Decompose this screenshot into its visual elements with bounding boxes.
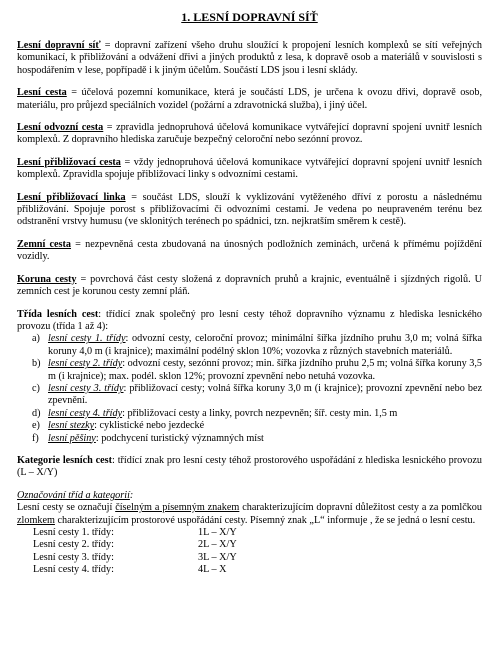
table-cell-code: 4L – X	[198, 564, 227, 576]
list-marker: a)	[32, 333, 40, 345]
definition-paragraph	[17, 122, 482, 147]
definition-text: = dopravní zařízení všeho druhu sloužící k propojení lesních komplexů se sítí veřejných komunikací, k přibližování a odvážení dřivi a jiných produktů z lesa, k dopravě osob a materiálů v souvislosti s hospodářením v lese, popřípadě i k jiným účelům. Součástí LDS jsou i lesní sklády.	[17, 40, 483, 76]
classes-intro-text: : třídící znak společný pro lesní cesty téhož dopravního významu z hlediska lesnického provozu (třída 1 až 4):	[17, 308, 482, 332]
class-label: lesní stezky	[48, 420, 95, 432]
marking-heading-text: Označování tříd a kategorií	[17, 489, 130, 501]
class-text: : podchycení turistický významných míst	[95, 432, 264, 444]
table-cell-label: Lesní cesty 2. třídy:	[33, 539, 114, 551]
table-cell-code: 3L – X/Y	[198, 551, 237, 563]
definition-paragraph	[17, 40, 482, 77]
list-item	[17, 383, 482, 408]
category-paragraph	[17, 455, 482, 480]
definition-term: Koruna cesty	[17, 273, 77, 285]
table-cell-label: Lesní cesty 3. třídy:	[33, 551, 114, 563]
marking-text: Lesní cesty se označují	[17, 502, 116, 514]
class-label: lesní cesty 3. třídy	[48, 382, 124, 394]
table-cell-label: Lesní cesty 1. třídy:	[33, 527, 114, 538]
marking-underlined: číselným a písemným znakem	[115, 502, 240, 514]
class-text: : odvozní cesty, sezónní provoz; min. šířka jízdního pruhu 2,5 m; volná šířka koruny 3,5 m (i krajnice); max. podél. sklon 12%; provozní zpevnění nebo netuhá vozovka.	[48, 358, 482, 382]
classes-intro	[17, 309, 482, 334]
table-row	[33, 527, 237, 539]
list-marker: b)	[32, 358, 41, 370]
marking-text: charakterizujícím dopravní důležitost cesty a za pomlčkou	[239, 502, 482, 514]
list-marker: f)	[32, 432, 39, 444]
definition-text: = součást LDS, slouží k vyklizování vytěženého dříví z porostu a následnému přibližování. Spojuje porost s přibližovacími či odvozními cestami. Je vedena po neupraveném terénu bez odstranění vrstvy humusu (ve sklonitých terénech po spádnici, tzn. nejkratším směrem k cestě).	[17, 191, 482, 228]
definitions	[17, 40, 482, 299]
table-cell-label: Lesní cesty 4. třídy:	[33, 564, 114, 576]
marking-text: charakterizujícím prostorové uspořádání cesty. Písemný znak „L“ informuje , že se jedná o lesní cestu.	[54, 514, 476, 526]
definition-term: Lesní přibližovací cesta	[17, 156, 121, 168]
table-row	[33, 539, 237, 551]
class-text: : odvozní cesty, celoroční provoz; minimální šířka jízdního pruhu 3,0 m; volná šířka koruny 4,0 m (i krajnice); maximální podélný sklon 10%; vozovka z různých stavebních materiálů.	[48, 333, 482, 357]
classes-list	[17, 333, 482, 445]
class-label: lesní cesty 2. třídy	[48, 358, 123, 370]
category-text: : třídící znak pro lesní cesty téhož prostorového uspořádání z hlediska lesnického provozu (L – X/Y)	[17, 454, 482, 479]
definition-term: Zemní cesta	[17, 238, 71, 250]
list-item	[17, 333, 482, 358]
definition-text: = zpravidla jednopruhová účelová komunikace vytvářející dopravní spojení uvnitř lesních komplexů. Z dopravního hlediska zaručuje bezpečný celoroční nebo sezónní provoz.	[17, 122, 482, 146]
marking-heading-colon: :	[129, 489, 134, 501]
definition-paragraph	[17, 239, 482, 264]
list-marker: c)	[32, 382, 40, 394]
table-cell-code: 2L – X/Y	[198, 539, 237, 551]
table-row	[33, 552, 237, 564]
definition-term: Lesní cesta	[17, 87, 67, 99]
class-text: : cyklistické nebo jezdecké	[94, 420, 205, 432]
list-item	[17, 408, 482, 420]
definition-term: Lesní odvozní cesta	[17, 122, 104, 134]
list-marker: d)	[32, 407, 41, 419]
class-code-table	[33, 527, 237, 577]
list-item	[17, 420, 482, 432]
definition-term: Lesní přibližovací linka	[17, 191, 126, 203]
definition-paragraph	[17, 274, 482, 299]
definition-paragraph	[17, 87, 482, 112]
definition-text: = nezpevněná cesta zbudovaná na únosných podložních zeminách, určená k přímému pojíždění vozidly.	[17, 238, 482, 263]
list-item	[17, 433, 482, 445]
category-term: Kategorie lesních cest	[17, 454, 113, 466]
marking-underlined: zlomkem	[17, 514, 55, 526]
marking-paragraph	[17, 502, 482, 527]
definition-paragraph	[17, 192, 482, 229]
definition-paragraph	[17, 157, 482, 182]
class-text: : přibližovací cesty a linky, povrch nezpevněn; šíř. cesty min. 1,5 m	[122, 407, 398, 419]
list-marker: e)	[32, 420, 40, 432]
marking-heading	[17, 490, 482, 502]
class-label: lesní cesty 4. třídy	[48, 407, 123, 419]
definition-term: Lesní dopravní síť	[17, 40, 101, 51]
class-label: lesní pěšiny	[48, 432, 96, 444]
page-title: 1. LESNÍ DOPRAVNÍ SÍŤ	[181, 10, 318, 24]
class-text: : přibližovací cesty; volná šířka koruny 3,0 m (i krajnice); provozní zpevnění nebo bez zpevnění.	[48, 382, 482, 407]
classes-term: Třída lesních cest	[17, 308, 99, 320]
table-cell-code: 1L – X/Y	[198, 527, 237, 538]
list-item	[17, 358, 482, 383]
definition-text: = účelová pozemní komunikace, která je součástí LDS, je určena k ovozu dřivi, dopravě osob, materiálu, pro průjezd speciálních vozidel (požární a zdravotnická služba), i jiný účel.	[17, 87, 482, 111]
definition-text: = povrchová část cesty složená z dopravních pruhů a krajnic, eventuálně i sjízdných rigolů. U zemních cest je korunou cesty zemní pláň.	[17, 273, 482, 298]
definition-text: = vždy jednopruhová účelová komunikace vytvářející dopravní spojení uvnitř lesních komplexů. Zpravidla spojuje přibližovací linky s odvozními cestami.	[17, 156, 482, 181]
table-row	[33, 564, 237, 576]
class-label: lesní cesty 1. třídy	[48, 333, 126, 345]
